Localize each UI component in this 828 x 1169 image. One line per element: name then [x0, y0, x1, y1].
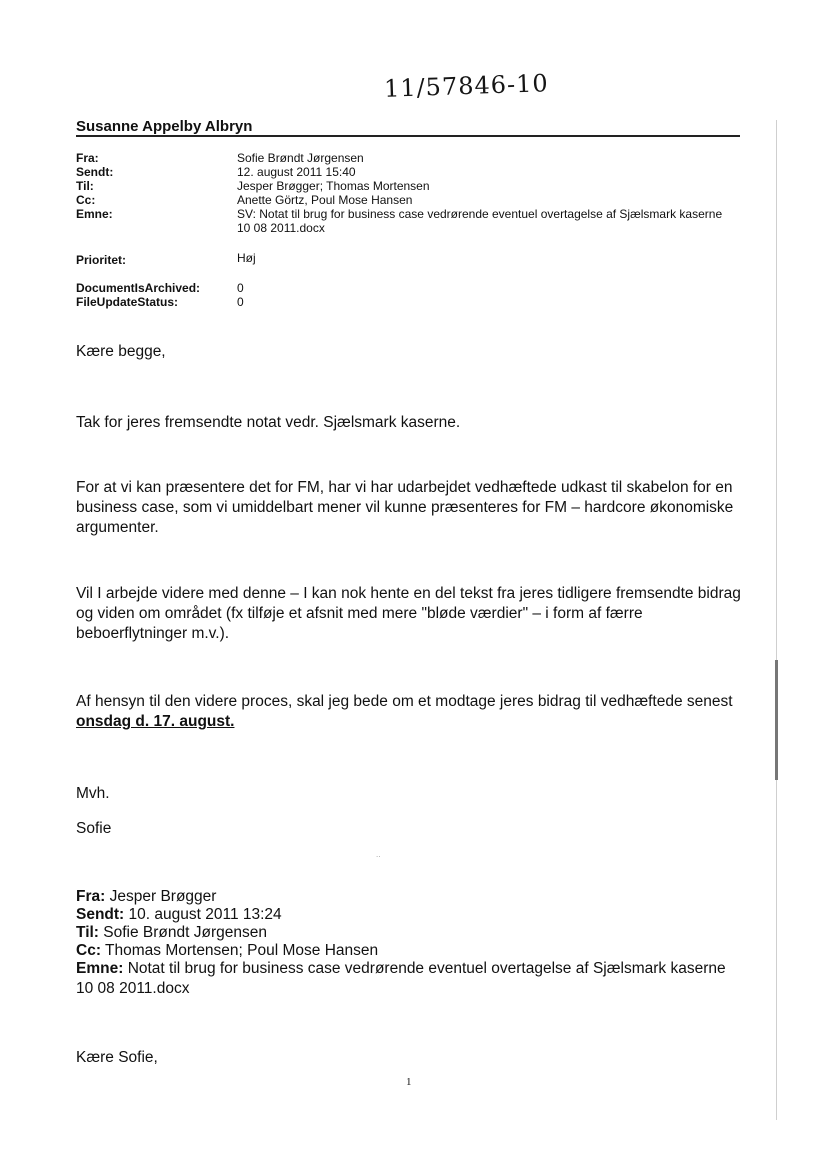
- filestatus-value: 0: [237, 295, 244, 309]
- forwarded-greeting: Kære Sofie,: [76, 1049, 158, 1066]
- paragraph-3: Vil I arbejde videre med denne – I kan nok hente en del tekst fra jeres tidligere fremsendte bidrag og viden om området (fx tilføje et afsnit med mere "bløde værdier" – i form af færre beboerflytninger m.v.).: [76, 585, 741, 642]
- fwd-subject-label: Emne:: [76, 960, 124, 977]
- paragraph-1: Tak for jeres fremsendte notat vedr. Sjælsmark kaserne.: [76, 414, 461, 431]
- handwritten-reference: 11/57846-10: [383, 69, 550, 103]
- fwd-from-label: Fra:: [76, 888, 106, 905]
- to-value: Jesper Brøgger; Thomas Mortensen: [237, 179, 430, 193]
- fwd-subject-line: [76, 959, 746, 999]
- fwd-to-line: [76, 923, 746, 943]
- fwd-cc-line: [76, 941, 746, 961]
- paragraph-4: [76, 692, 746, 732]
- fwd-cc-label: Cc:: [76, 942, 101, 959]
- from-value: Sofie Brøndt Jørgensen: [237, 151, 364, 165]
- fwd-to-value: Sofie Brøndt Jørgensen: [103, 924, 267, 941]
- deadline-date: onsdag d. 17. august.: [76, 713, 235, 730]
- fwd-to-label: Til:: [76, 924, 99, 941]
- cc-value: Anette Görtz, Poul Mose Hansen: [237, 193, 413, 207]
- signature: Sofie: [76, 820, 112, 837]
- from-label: Fra:: [76, 151, 99, 165]
- paragraph-4-text: Af hensyn til den videre proces, skal jeg bede om et modtage jeres bidrag til vedhæftede senest: [76, 693, 733, 710]
- subject-label: Emne:: [76, 207, 113, 221]
- page-number: 1: [406, 1076, 412, 1088]
- cc-label: Cc:: [76, 193, 96, 207]
- priority-label: Prioritet:: [76, 253, 127, 267]
- scan-margin-mark: [775, 660, 778, 780]
- fwd-sent-line: [76, 905, 746, 925]
- archived-value: 0: [237, 281, 244, 295]
- fwd-from-value: Jesper Brøgger: [109, 888, 217, 905]
- fwd-from-line: [76, 887, 746, 907]
- fwd-cc-value: Thomas Mortensen; Poul Mose Hansen: [105, 942, 379, 959]
- priority-value: Høj: [237, 251, 256, 265]
- sent-value: 12. august 2011 15:40: [237, 165, 356, 179]
- scan-margin-line: [776, 120, 777, 1120]
- greeting: Kære begge,: [76, 343, 166, 360]
- filestatus-label: FileUpdateStatus:: [76, 295, 179, 309]
- archived-label: DocumentIsArchived:: [76, 281, 201, 295]
- mailbox-owner-name: Susanne Appelby Albryn: [76, 118, 253, 135]
- fwd-sent-label: Sendt:: [76, 906, 125, 923]
- header-rule: [76, 135, 740, 137]
- scan-speck: ..: [376, 850, 381, 859]
- subject-value: SV: Notat til brug for business case vedrørende eventuel overtagelse af Sjælsmark kaserne 10 08 2011.docx: [237, 207, 723, 235]
- to-label: Til:: [76, 179, 94, 193]
- fwd-sent-value: 10. august 2011 13:24: [128, 906, 282, 923]
- sent-label: Sendt:: [76, 165, 114, 179]
- closing: Mvh.: [76, 785, 110, 802]
- paragraph-2: For at vi kan præsentere det for FM, har vi har udarbejdet vedhæftede udkast til skabelon for en business case, som vi umiddelbart mener vil kunne præsenteres for FM – hardcore økonomiske argumenter.: [76, 479, 734, 536]
- fwd-subject-value: Notat til brug for business case vedrørende eventuel overtagelse af Sjælsmark kaserne 10 08 2011.docx: [76, 960, 726, 997]
